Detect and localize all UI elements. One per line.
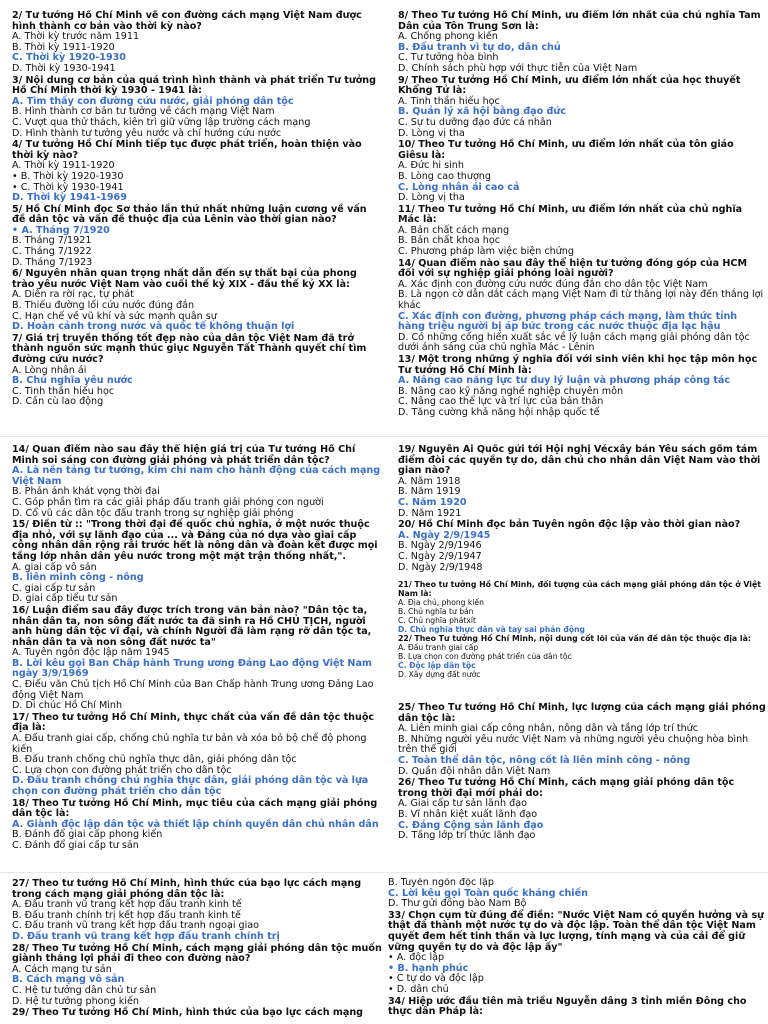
answer-option: D. Tháng 7/1923 bbox=[12, 256, 93, 268]
question-text: 22/ Theo Tư tưởng Hồ Chí Minh, nội dung cốt lõi của vấn đề dân tộc thuộc địa là: bbox=[398, 634, 751, 643]
correct-answer-option: C. Độc lập dân tộc bbox=[398, 661, 476, 670]
answer-option: B. Vĩ nhân kiệt xuất lãnh đạo bbox=[398, 808, 538, 820]
question-block bbox=[12, 1008, 382, 1019]
answer-option: A. Tuyên ngôn độc lập năm 1945 bbox=[12, 647, 170, 659]
answer-option: B. Thiếu đường lối cứu nước đúng đắn bbox=[12, 300, 195, 312]
answer-option: D. Quần đội nhân dân Việt Nam bbox=[398, 765, 551, 777]
answer-option: C. Góp phần tìm ra các giải pháp đấu tranh giải phóng con người bbox=[12, 496, 324, 508]
question-text: 19/ Nguyễn Ái Quốc gửi tới Hội nghị Vécxây bản Yêu sách gồm tám điểm đòi các quyền tự do, dân chủ cho nhân dân Việt Nam vào thời gian nào? bbox=[398, 444, 761, 477]
answer-option: D. Tăng cường khả năng hội nhập quốc tế bbox=[398, 406, 600, 418]
question-text: 6/ Nguyên nhân quan trọng nhất dẫn đến sự thất bại của phong trào yêu nước Việt Nam vào cuối thế kỷ XIX - đầu thế kỷ XX là: bbox=[12, 268, 357, 290]
answer-option: C. Phương pháp làm việc biện chứng bbox=[398, 246, 574, 258]
question-text: 10/ Theo Tư tưởng Hồ Chí Minh, ưu điểm lớn nhất của tôn giáo Giêsu là: bbox=[398, 139, 734, 161]
correct-answer-option: B. Chủ nghĩa yêu nước bbox=[12, 375, 133, 387]
correct-answer-option: B. Cách mạng vô sản bbox=[12, 974, 125, 986]
answer-option: A. Liên minh giai cấp công nhân, nông dân và tầng lớp trí thức bbox=[398, 723, 699, 735]
section2-right-small-column bbox=[398, 580, 766, 700]
answer-option: A. Diễn ra rời rạc, tự phát bbox=[12, 289, 134, 301]
question-block bbox=[12, 713, 382, 798]
answer-option: D. Di chúc Hồ Chí Minh bbox=[12, 700, 123, 712]
answer-option: A. Địa chủ, phong kiến bbox=[398, 598, 484, 607]
answer-option: C. Tư tưởng hòa bình bbox=[398, 52, 499, 64]
answer-option: C. Lựa chọn con đường phát triển cho dân tộc bbox=[12, 764, 232, 776]
answer-option: A. Cách mạng tư sản bbox=[12, 963, 112, 975]
section3-right-column bbox=[388, 878, 766, 1024]
section-divider bbox=[0, 436, 768, 437]
answer-option: A. Chống phong kiến bbox=[398, 31, 498, 43]
question-text: 14/ Quan điểm nào sau đây thể hiện tư tưởng đóng góp của HCM đối với sự nghiệp giải phóng loài người? bbox=[398, 257, 748, 280]
section2-right-column-2 bbox=[398, 702, 766, 866]
answer-option: C. Sự tu dưỡng đạo đức cá nhân bbox=[398, 116, 552, 128]
correct-answer-option: C. Đảng Cộng sản lãnh đạo bbox=[398, 819, 544, 831]
answer-option: D. Thời kỳ 1930-1941 bbox=[12, 62, 116, 74]
question-block bbox=[398, 76, 766, 140]
question-block bbox=[398, 140, 766, 204]
question-text: 17/ Theo tư tưởng Hồ Chí Minh, thực chất của vấn đề dân tộc thuộc địa là: bbox=[12, 711, 375, 734]
answer-option: C. Vượt qua thử thách, kiên trì giữ vững lập trường cách mạng bbox=[12, 116, 311, 128]
question-block bbox=[12, 76, 382, 140]
answer-option: D. Lòng vị tha bbox=[398, 127, 465, 139]
answer-option: B. Ngày 2/9/1946 bbox=[398, 540, 482, 552]
correct-answer-option: D. Thời kỳ 1941-1969 bbox=[12, 192, 127, 204]
question-text: 21/ Theo tư tưởng Hồ Chí Minh, đối tượng của cách mạng giải phóng dân tộc ở Việt Nam là: bbox=[398, 580, 761, 598]
correct-answer-option: A. Tìm thấy con đường cứu nước, giải phóng dân tộc bbox=[12, 95, 294, 107]
correct-answer-option: B. Lời kêu gọi Ban Chấp hành Trung ương Đảng Lao động Việt Nam ngày 3/9/1969 bbox=[12, 657, 372, 680]
question-text: 26/ Theo Tư tưởng Hồ Chí Minh, cách mạng giải phóng dân tộc trong thời đại mới phải do: bbox=[398, 777, 735, 799]
answer-option: B. Tuyên ngôn độc lập bbox=[388, 878, 494, 888]
section-divider bbox=[0, 872, 768, 873]
correct-answer-option: D. Đấu tranh vũ trang kết hợp đấu tranh chính trị bbox=[12, 930, 280, 942]
question-block bbox=[398, 11, 766, 75]
answer-option: C. Hạn chế về vũ khí và sức mạnh quân sự bbox=[12, 310, 217, 322]
question-text: 29/ Theo Tư tưởng Hồ Chí Minh, hình thức của bạo lực cách mạng bbox=[12, 1007, 364, 1019]
question-block bbox=[388, 878, 766, 910]
answer-option: B. Tháng 7/1921 bbox=[12, 235, 92, 247]
question-block bbox=[388, 911, 766, 996]
answer-option: D. Hình thành tư tưởng yêu nước và chí hướng cứu nước bbox=[12, 127, 282, 139]
question-block bbox=[12, 606, 382, 712]
answer-option: C. Ngày 2/9/1947 bbox=[398, 550, 482, 562]
answer-option: C. Điếu văn Chủ tịch Hồ Chí Minh của Ban Chấp hành Trung ương Đảng Lao động Việt Nam bbox=[12, 679, 374, 701]
answer-option: A. Thời kỳ trước năm 1911 bbox=[12, 31, 140, 43]
answer-option: B. Lựa chọn con đường phát triển của dân tộc bbox=[398, 652, 572, 661]
answer-option: D. Xây dựng đất nước bbox=[398, 670, 481, 679]
answer-option: D. Chính sách phù hợp với thực tiễn của Việt Nam bbox=[398, 62, 638, 74]
answer-option: D. Lòng vị tha bbox=[398, 192, 465, 204]
question-block bbox=[388, 997, 766, 1018]
question-text: 20/ Hồ Chí Minh đọc bản Tuyên ngôn độc lập vào thời gian nào? bbox=[398, 519, 741, 531]
answer-option: D. giai cấp tiểu tư sản bbox=[12, 593, 118, 605]
question-text: 9/ Theo Tư tưởng Hồ Chí Minh, ưu điểm lớn nhất của học thuyết Khổng Tử là: bbox=[398, 74, 741, 97]
question-block bbox=[398, 703, 766, 777]
answer-option: B. Là ngọn cờ dẫn dắt cách mạng Việt Nam đi từ thắng lợi này đến thắng lợi khác bbox=[398, 289, 764, 312]
correct-answer-option: D. Đấu tranh chống chủ nghĩa thực dân, giải phóng dân tộc và lựa chọn con đường phát triển cho dân tộc bbox=[12, 775, 369, 797]
question-block bbox=[398, 205, 766, 258]
answer-option: B. Nâng cao kỹ năng nghề nghiệp chuyên môn bbox=[398, 385, 624, 397]
answer-option: • B. Thời kỳ 1920-1930 bbox=[12, 170, 124, 182]
answer-option: D. Ngày 2/9/1948 bbox=[398, 561, 483, 573]
section1-right-column bbox=[398, 10, 766, 436]
question-block bbox=[12, 140, 382, 204]
section2-right-column bbox=[398, 444, 766, 580]
answer-option: • C. Thời kỳ 1930-1941 bbox=[12, 181, 124, 193]
question-block bbox=[398, 634, 766, 679]
answer-option: A. Đấu tranh vũ trang kết hợp đấu tranh kinh tế bbox=[12, 899, 242, 911]
answer-option: B. Phản ánh khát vọng thời đại bbox=[12, 486, 160, 498]
answer-option: A. Đấu tranh giai cấp bbox=[398, 643, 479, 652]
question-text: 34/ Hiệp ước đầu tiên mà triều Nguyễn dâng 3 tỉnh miền Đông cho thực dân Pháp là: bbox=[388, 995, 747, 1018]
question-text: 7/ Giá trị truyền thống tốt đẹp nào của dân tộc Việt Nam đã trở thành nguồn sức mạnh thúc giục Nguyễn Tất Thành quyết chí tìm đường cứu nước? bbox=[12, 332, 367, 365]
answer-option: D. Cần cù lao động bbox=[12, 396, 104, 408]
correct-answer-option: • A. Tháng 7/1920 bbox=[12, 224, 110, 236]
answer-option: B. Năm 1919 bbox=[398, 486, 461, 498]
answer-option: A. Đức hi sinh bbox=[398, 160, 464, 172]
correct-answer-option: C. Thời kỳ 1920-1930 bbox=[12, 52, 126, 64]
question-text: 18/ Theo Tư tưởng Hồ Chí Minh, mục tiêu của cách mạng giải phóng dân tộc là: bbox=[12, 797, 378, 820]
correct-answer-option: • B. hạnh phúc bbox=[388, 962, 469, 974]
answer-option: C. Hệ tư tưởng dân chủ tư sản bbox=[12, 984, 157, 996]
correct-answer-option: C. Xác định con đường, phương pháp cách mạng, làm thức tỉnh hàng triệu người bị áp bức trong các nước thuộc địa lạc hậu bbox=[398, 310, 738, 333]
answer-option: D. Hệ tư tưởng phong kiến bbox=[12, 995, 139, 1007]
answer-option: D. Cổ vũ các dân tộc đấu tranh trong sự nghiệp giải phóng bbox=[12, 507, 294, 519]
answer-option: A. Xác định con đường cứu nước đúng đắn cho dân tộc Việt Nam bbox=[398, 278, 708, 290]
section3-left-column bbox=[12, 878, 382, 1024]
answer-option: B. Đánh đổ giai cấp phong kiến bbox=[12, 829, 163, 841]
answer-option: B. Chủ nghĩa tư bản bbox=[398, 607, 474, 616]
correct-answer-option: C. Lòng nhân ái cao cả bbox=[398, 181, 520, 193]
question-block bbox=[398, 580, 766, 634]
correct-answer-option: B. liên minh công - nông bbox=[12, 572, 144, 584]
answer-option: A. Giai cấp tư sản lãnh đạo bbox=[398, 798, 527, 810]
answer-option: C. Đấu tranh vũ trang kết hợp đấu tranh ngoại giao bbox=[12, 920, 260, 932]
correct-answer-option: D. Hoàn cảnh trong nước và quốc tế không thuận lợi bbox=[12, 321, 295, 333]
answer-option: A. Lòng nhân ái bbox=[12, 364, 87, 376]
answer-option: B. Bản chất khoa học bbox=[398, 235, 500, 247]
question-text: 4/ Tư tưởng Hồ Chí Minh tiếp tục được phát triển, hoàn thiện vào thời kỳ nào? bbox=[12, 139, 362, 161]
question-text: 14/ Quan điểm nào sau đây thể hiện giá trị của Tư tưởng Hồ Chí Minh soi sáng con đường giải phóng và phát triển dân tộc? bbox=[12, 444, 356, 466]
question-text: 8/ Theo Tư tưởng Hồ Chí Minh, ưu điểm lớn nhất của chủ nghĩa Tam Dân của Tôn Trung Sơn là: bbox=[398, 10, 761, 32]
question-text: 15/ Điền từ :: "Trong thời đại đế quốc chủ nghĩa, ở một nước thuộc địa nhỏ, với sự lãnh đạo của ... và Đảng của nó dựa vào giai cấp công nhân dân rộng rãi trước hết là nông dân và đoàn kết được mọi tầng lớp nhân dân yêu nước trong một mặt trận thống nhất,". bbox=[12, 519, 378, 562]
answer-option: C. Tháng 7/1922 bbox=[12, 246, 92, 258]
question-block bbox=[12, 944, 382, 1008]
answer-option: C. giai cấp tư sản bbox=[12, 582, 96, 594]
question-text: 33/ Chọn cụm từ đúng để điền: "Nước Việt Nam có quyền hưởng và sự thật đã thành một nước tự do và độc lập. Toàn thể dân tộc Việt Nam quyết đem hết tinh thần và lực lượng, tính mạng và của cải để giữ vững quyền tự do và độc lập ấy" bbox=[388, 909, 764, 953]
correct-answer-option: A. Ngày 2/9/1945 bbox=[398, 529, 491, 541]
question-text: 25/ Theo Tư tưởng Hồ Chí Minh, lực lượng của cách mạng giải phóng dân tộc là: bbox=[398, 702, 766, 724]
answer-option: D. Có những cống hiến xuất sắc về lý luận cách mạng giải phóng dân tộc dưới ánh sáng của chủ nghĩa Mác - Lênin bbox=[398, 331, 750, 354]
correct-answer-option: A. Là nền tảng tư tưởng, kim chỉ nam cho hành động của cách mạng Việt Nam bbox=[12, 465, 381, 487]
question-text: 2/ Tư tưởng Hồ Chí Minh về con đường cách mạng Việt Nam được hình thành cơ bản vào thời kỳ nào? bbox=[12, 10, 362, 32]
question-text: 28/ Theo Tư tưởng Hồ Chí Minh, cách mạng giải phóng dân tộc muốn giành thắng lợi phải đi theo con đường nào? bbox=[12, 942, 382, 965]
answer-option: B. Đấu tranh chính trị kết hợp đấu tranh kinh tế bbox=[12, 909, 241, 921]
correct-answer-option: C. Năm 1920 bbox=[398, 496, 467, 508]
question-text: 27/ Theo tư tưởng Hồ Chí Minh, hình thức của bạo lực cách mạng trong cách mạng giải phóng dân tộc là: bbox=[12, 878, 362, 900]
correct-answer-option: C. Lời kêu gọi Toàn quốc kháng chiến bbox=[388, 887, 588, 899]
answer-option: B. Thời kỳ 1911-1920 bbox=[12, 41, 115, 53]
question-block bbox=[12, 445, 382, 519]
section2-left-column bbox=[12, 444, 382, 866]
question-block bbox=[398, 355, 766, 419]
question-block bbox=[398, 520, 766, 573]
correct-answer-option: A. Giành độc lập dân tộc và thiết lập chính quyền dân chủ nhân dân bbox=[12, 818, 379, 830]
question-block bbox=[12, 11, 382, 75]
answer-option: D. Năm 1921 bbox=[398, 507, 462, 519]
answer-option: B. Lòng cao thượng bbox=[398, 170, 491, 182]
question-block bbox=[12, 799, 382, 852]
question-block bbox=[12, 269, 382, 333]
question-text: 5/ Hồ Chí Minh đọc Sơ thảo lần thứ nhất những luận cương về vấn đề dân tộc và vấn đề thuộc địa của Lênin vào thời gian nào? bbox=[12, 203, 367, 226]
answer-option: A. Bản chất cách mạng bbox=[398, 224, 510, 236]
answer-option: A. Năm 1918 bbox=[398, 475, 461, 487]
answer-option: C. Chủ nghĩa phátxít bbox=[398, 616, 476, 625]
question-block bbox=[398, 445, 766, 519]
answer-option: D. Thư gửi đồng bào Nam Bộ bbox=[388, 898, 527, 910]
question-block bbox=[12, 205, 382, 269]
correct-answer-option: C. Toàn thể dân tộc, nông cốt là liên minh công - nông bbox=[398, 754, 691, 766]
answer-option: • A. độc lập bbox=[388, 952, 445, 964]
answer-option: B. Những người yêu nước Việt Nam và những người yêu chuộng hòa bình trên thế giới bbox=[398, 733, 749, 756]
answer-option: A. Thời kỳ 1911-1920 bbox=[12, 160, 115, 172]
correct-answer-option: B. Đấu tranh vì tự do, dân chủ bbox=[398, 41, 561, 53]
answer-option: A. Tinh thần hiếu học bbox=[398, 95, 500, 107]
correct-answer-option: B. Quản lý xã hội bằng đạo đức bbox=[398, 106, 566, 118]
answer-option: B. Đấu tranh chống chủ nghĩa thực dân, giải phóng dân tộc bbox=[12, 754, 297, 766]
question-block bbox=[12, 334, 382, 408]
question-block bbox=[398, 778, 766, 842]
answer-option: • D. dân chủ bbox=[388, 983, 449, 995]
correct-answer-option: A. Nâng cao năng lực tư duy lý luận và phương pháp công tác bbox=[398, 375, 731, 387]
answer-option: B. Hình thành cơ bản tư tưởng về cách mạng Việt Nam bbox=[12, 106, 275, 118]
question-text: 11/ Theo Tư tưởng Hồ Chí Minh, ưu điểm lớn nhất của chủ nghĩa Mác là: bbox=[398, 203, 743, 226]
question-text: 3/ Nội dung cơ bản của quá trình hình thành và phát triển Tư tưởng Hồ Chí Minh thời kỳ 1930 - 1941 là: bbox=[12, 74, 376, 97]
answer-option: A. giai cấp vô sản bbox=[12, 561, 97, 573]
answer-option: C. Nâng cao thể lực và trí lực của bản thân bbox=[398, 396, 604, 408]
question-block bbox=[12, 879, 382, 943]
answer-option: A. Đấu tranh giai cấp, chống chủ nghĩa tư bản và xóa bỏ bộ chế độ phong kiến bbox=[12, 733, 367, 755]
answer-option: D. Tầng lớp trí thức lãnh đạo bbox=[398, 830, 536, 842]
section1-left-column bbox=[12, 10, 382, 436]
answer-option: • C tự do và độc lập bbox=[388, 973, 484, 985]
question-block bbox=[12, 520, 382, 605]
question-block bbox=[398, 259, 766, 354]
answer-option: C. Đánh đổ giai cấp tư sản bbox=[12, 839, 139, 851]
correct-answer-option: D. Chủ nghĩa thực dân và tay sai phản động bbox=[398, 625, 585, 634]
question-text: 16/ Luận điểm sau đây được trích trong văn bản nào? "Dân tộc ta, nhân dân ta, non sông đất nước ta đã sinh ra Hồ CHỦ TỊCH, người anh hùng dân tộc vĩ đại, và chính Người đã làm rạng rỡ dân tộc ta, nhân dân ta và non sông đất nước ta" bbox=[12, 604, 372, 648]
answer-option: C. Tinh thần hiếu học bbox=[12, 385, 115, 397]
question-text: 13/ Một trong những ý nghĩa đối với sinh viên khi học tập môn học Tư tưởng Hồ Chí Minh là: bbox=[398, 354, 758, 376]
